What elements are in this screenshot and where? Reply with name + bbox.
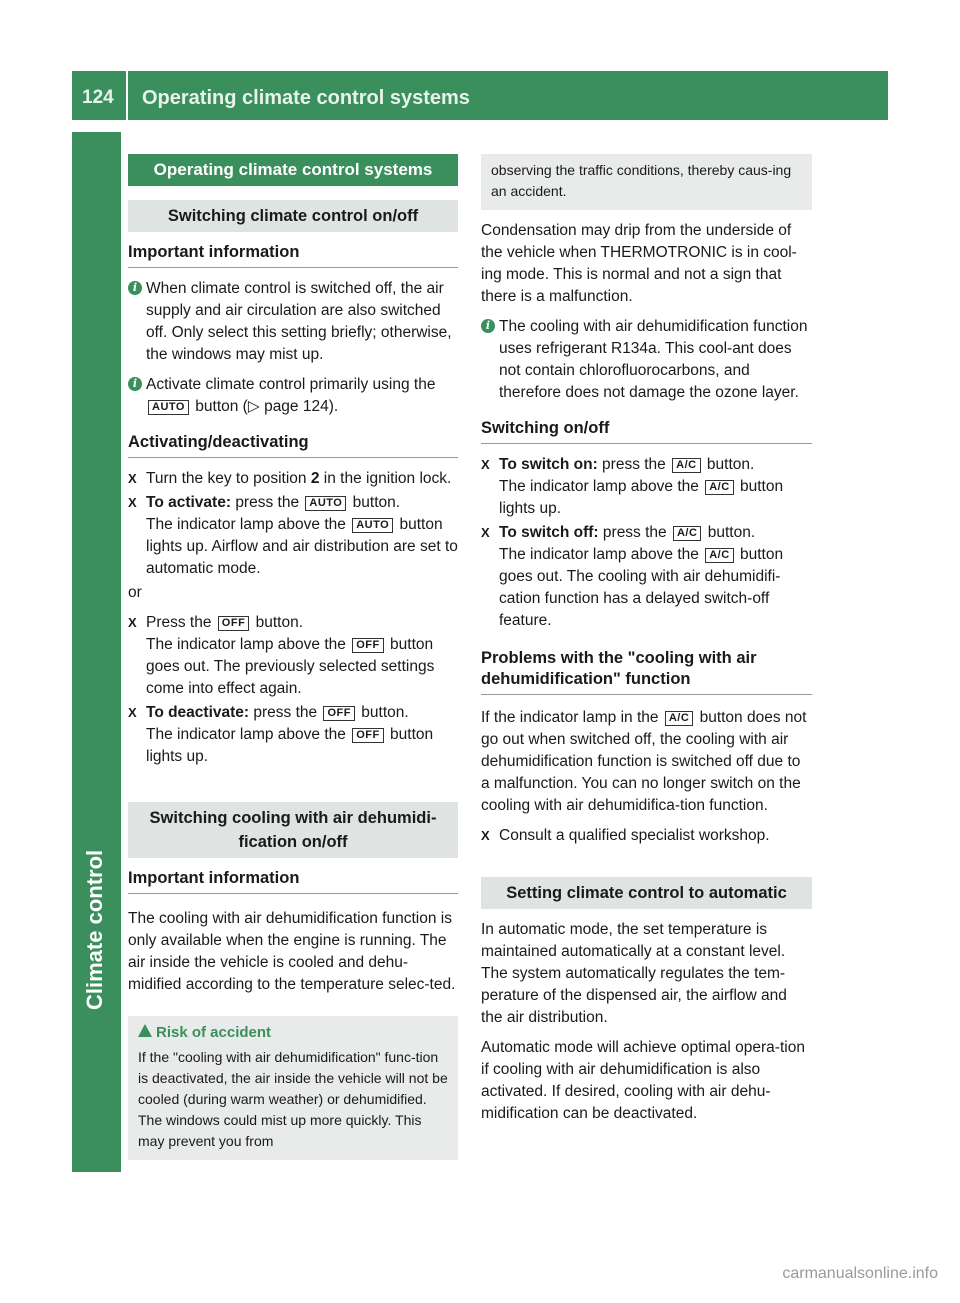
- paragraph: The cooling with air dehumidification function is only available when the engine is running. The air inside the vehicle is cooled and dehu-midified according to the temperature selec-ted.: [128, 910, 456, 993]
- subsection-title: Setting climate control to automatic: [481, 877, 812, 909]
- header-title: Operating climate control systems: [142, 87, 470, 109]
- paragraph: Automatic mode will achieve optimal opera-tion if cooling with air dehumidification is also activated. If desired, cooling with air dehu-midification can be deactivated.: [481, 1039, 805, 1122]
- off-button-icon: OFF: [352, 728, 384, 743]
- right-column: [481, 154, 812, 1133]
- watermark: carmanualsonline.info: [782, 1265, 938, 1282]
- or-text: or: [128, 584, 142, 601]
- info-icon: i: [481, 319, 495, 333]
- side-tab: [72, 132, 121, 1172]
- heading-switch: Switching on/off: [481, 418, 812, 444]
- subsection-title: Switching climate control on/off: [128, 200, 458, 232]
- heading-important: Important information: [128, 242, 458, 268]
- paragraph: If the indicator lamp in the A/C button does not go out when switched off, the cooling with air dehumidification function is switched off due to a malfunction. You can no longer switch on the cooling with air dehumidifica-tion function.: [481, 709, 807, 814]
- step-arrow-icon: X: [128, 471, 137, 486]
- step-item: X To activate: press the AUTO button. The indicator lamp above the AUTO button lights up. Airflow and air distribution are set to automatic mode.: [128, 494, 458, 577]
- step-arrow-icon: X: [481, 457, 490, 472]
- info-icon: i: [128, 281, 142, 295]
- step-arrow-icon: X: [128, 705, 137, 720]
- warning-box-continued: observing the traffic conditions, thereby caus-ing an accident.: [481, 154, 812, 210]
- paragraph: In automatic mode, the set temperature is maintained automatically at a constant level. The system automatically regulates the tem-perature of the dispensed air, the airflow and the air distribution.: [481, 921, 787, 1026]
- step-item: X To switch off: press the A/C button. The indicator lamp above the A/C button goes out. The cooling with air dehumidifi-cation function has a delayed switch-off feature.: [481, 524, 784, 629]
- step-item: X To switch on: press the A/C button. The indicator lamp above the A/C button lights up.: [481, 456, 784, 517]
- info-note: i Activate climate control primarily using the AUTO button (▷ page 124).: [128, 374, 458, 418]
- auto-button-icon: AUTO: [148, 400, 189, 415]
- warning-text: If the "cooling with air dehumidification" func-tion is deactivated, the air inside the vehicle will not be cooled (during warm weather) or dehumidified. The windows could mist up more quickly. This may prevent you from: [138, 1049, 448, 1149]
- subsection-title: Switching cooling with air dehumidi-fication on/off: [128, 802, 458, 858]
- auto-button-icon: AUTO: [352, 518, 393, 533]
- step-arrow-icon: X: [481, 525, 490, 540]
- ac-button-icon: A/C: [672, 458, 700, 473]
- step-item: X Press the OFF button. The indicator lamp above the OFF button goes out. The previously selected settings come into effect again.: [128, 614, 435, 697]
- ac-button-icon: A/C: [705, 548, 733, 563]
- page-header: [72, 71, 888, 120]
- warning-title: Risk of accident: [138, 1022, 448, 1043]
- warning-triangle-icon: [138, 1024, 152, 1037]
- ac-button-icon: A/C: [705, 480, 733, 495]
- header-divider: [126, 71, 128, 120]
- step-arrow-icon: X: [481, 828, 490, 843]
- info-icon: i: [128, 377, 142, 391]
- info-note: i When climate control is switched off, the air supply and air circulation are also switched off. Only select this setting briefly; otherwise, the windows may mist up.: [128, 278, 458, 366]
- step-arrow-icon: X: [128, 615, 137, 630]
- side-tab-label: Climate control: [82, 849, 107, 1010]
- auto-button-icon: AUTO: [305, 496, 346, 511]
- heading-activating: Activating/deactivating: [128, 432, 458, 458]
- step-item: X Consult a qualified specialist workshop.: [481, 825, 812, 847]
- step-arrow-icon: X: [128, 495, 137, 510]
- off-button-icon: OFF: [352, 638, 384, 653]
- page-number: 124: [82, 87, 114, 108]
- heading-important: Important information: [128, 868, 458, 894]
- step-item: X To deactivate: press the OFF button. The indicator lamp above the OFF button lights up.: [128, 704, 434, 765]
- info-note: i The cooling with air dehumidification function uses refrigerant R134a. This cool-ant does not contain chlorofluorocarbons, and therefore does not damage the ozone layer.: [481, 316, 812, 404]
- section-title: Operating climate control systems: [128, 154, 458, 186]
- off-button-icon: OFF: [218, 616, 250, 631]
- heading-problems: Problems with the "cooling with air dehumidification" function: [481, 648, 812, 695]
- ac-button-icon: A/C: [673, 526, 701, 541]
- paragraph: Condensation may drip from the underside of the vehicle when THERMOTRONIC is in cool-ing mode. This is normal and not a sign that there is a malfunction.: [481, 222, 797, 305]
- left-column: [128, 154, 458, 1160]
- off-button-icon: OFF: [323, 706, 355, 721]
- warning-box: [128, 1016, 458, 1160]
- step-item: X Turn the key to position 2 in the ignition lock.: [128, 468, 458, 490]
- ac-button-icon: A/C: [665, 711, 693, 726]
